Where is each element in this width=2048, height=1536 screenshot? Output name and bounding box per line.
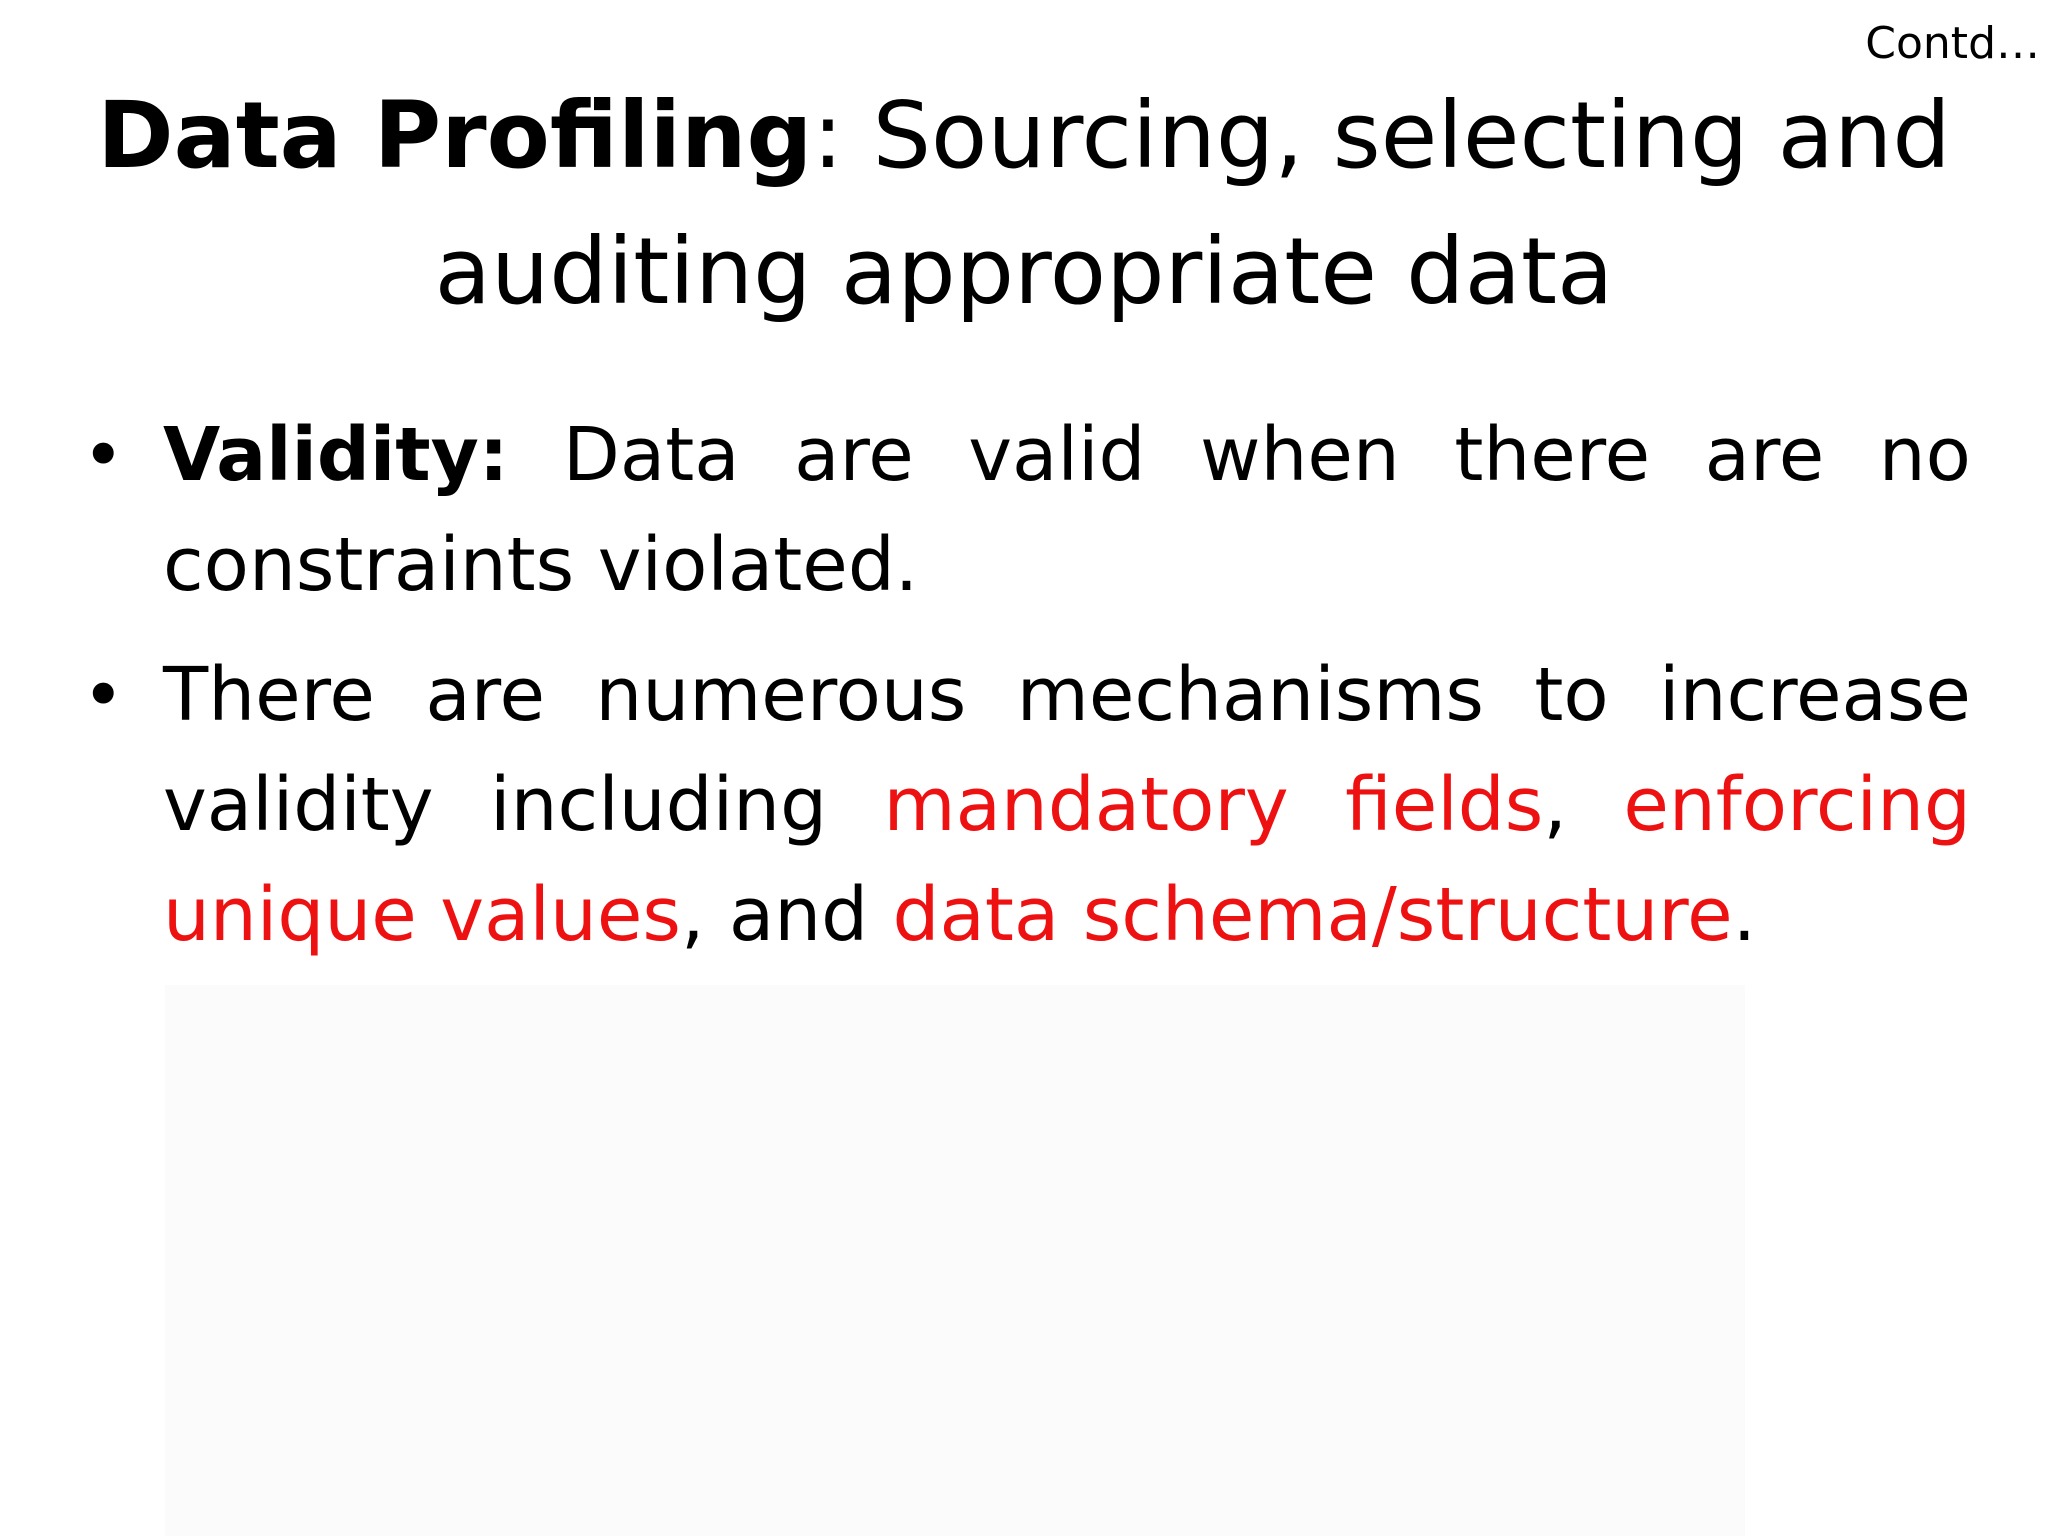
- bullet-dot-2: •: [82, 653, 125, 737]
- punctuation: ,: [680, 872, 705, 958]
- word: Data: [562, 412, 740, 498]
- word: mechanisms: [1016, 652, 1484, 738]
- title-rest: : Sourcing, selecting and: [812, 82, 1951, 189]
- bullet-2-line-1: [163, 640, 1971, 750]
- punctuation: ,: [1543, 762, 1567, 848]
- bullet-1-line-2: constraints violated.: [163, 522, 919, 608]
- bullet-2-line-2: [163, 750, 1971, 860]
- word: and: [728, 872, 869, 958]
- word: to: [1534, 652, 1609, 738]
- title-line-2: auditing appropriate data: [434, 218, 1614, 325]
- highlight-phrase: unique values: [163, 872, 681, 958]
- word: when: [1199, 412, 1400, 498]
- word: are: [794, 412, 914, 498]
- highlight-phrase: data schema/structure: [892, 872, 1733, 958]
- word: There: [163, 652, 375, 738]
- validity-term: Validity:: [163, 412, 509, 498]
- highlight-group: [1345, 750, 1567, 860]
- highlight-word: fields: [1345, 762, 1544, 848]
- word: are: [1704, 412, 1825, 498]
- bullet-1-line-1: [163, 400, 1971, 510]
- word: there: [1454, 412, 1651, 498]
- bullet-2-line-3: [163, 860, 1971, 970]
- word: are: [425, 652, 546, 738]
- title-bold-term: Data Profiling: [97, 82, 813, 189]
- word: valid: [968, 412, 1146, 498]
- word: no: [1878, 412, 1971, 498]
- blank-content-area: [165, 985, 1745, 1536]
- word: validity: [163, 762, 434, 848]
- continued-label: Contd…: [1865, 18, 2040, 69]
- bullet-dot-1: •: [82, 413, 125, 497]
- highlight-group: [163, 860, 705, 970]
- highlight-word: mandatory: [883, 762, 1289, 848]
- word: including: [490, 762, 828, 848]
- word: increase: [1659, 652, 1971, 738]
- punctuation: .: [1732, 872, 1757, 958]
- highlight-group: [893, 860, 1757, 970]
- highlight-word: enforcing: [1623, 762, 1971, 848]
- word: numerous: [595, 652, 967, 738]
